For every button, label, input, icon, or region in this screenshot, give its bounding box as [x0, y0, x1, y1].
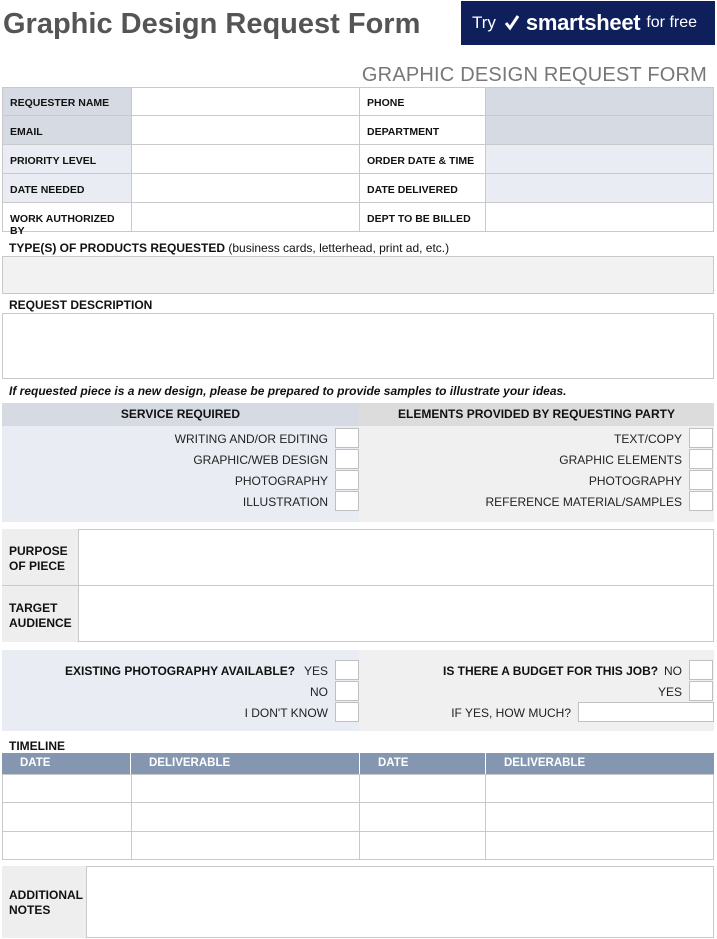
date-needed-label: DATE NEEDED	[10, 184, 85, 196]
photography-no-checkbox[interactable]	[335, 681, 359, 701]
work-authorized-label: WORK AUTHORIZED BY	[10, 213, 115, 237]
info-grid	[2, 87, 714, 237]
timeline-cell[interactable]	[131, 802, 360, 832]
photography-no-label: NO	[310, 685, 328, 699]
dept-billed-label: DEPT TO BE BILLED	[367, 213, 471, 225]
service-photography-label: PHOTOGRAPHY	[234, 474, 328, 488]
service-writing-checkbox[interactable]	[335, 428, 359, 448]
request-description-label: REQUEST DESCRIPTION	[9, 298, 153, 312]
service-illustration-checkbox[interactable]	[335, 491, 359, 511]
order-date-field[interactable]	[485, 144, 714, 174]
elements-text-checkbox[interactable]	[689, 428, 713, 448]
form-heading: GRAPHIC DESIGN REQUEST FORM	[361, 64, 707, 86]
date-needed-field[interactable]	[131, 173, 360, 203]
photography-yes-label: YES	[303, 664, 328, 678]
budget-no-checkbox[interactable]	[689, 660, 713, 680]
work-authorized-field[interactable]	[131, 202, 360, 232]
elements-photography-checkbox[interactable]	[689, 470, 713, 490]
priority-level-label: PRIORITY LEVEL	[10, 155, 97, 167]
notes-field[interactable]	[88, 867, 713, 937]
checkmark-logo-icon	[504, 14, 520, 32]
purpose-field[interactable]	[80, 530, 713, 585]
timeline-cell[interactable]	[359, 831, 486, 860]
timeline-date-header-2: DATE	[360, 753, 485, 774]
email-label-cell	[2, 115, 132, 145]
banner-brand: smartsheet	[525, 10, 641, 35]
date-delivered-label: DATE DELIVERED	[367, 184, 458, 196]
service-illustration-label: ILLUSTRATION	[242, 495, 328, 509]
timeline-cell[interactable]	[485, 774, 714, 803]
priority-level-field[interactable]	[131, 144, 360, 174]
timeline-cell[interactable]	[2, 774, 132, 803]
requester-name-label-cell	[2, 87, 132, 116]
department-label: DEPARTMENT	[367, 126, 440, 138]
products-label: TYPE(S) OF PRODUCTS REQUESTED	[9, 241, 226, 255]
order-date-label: ORDER DATE & TIME	[367, 155, 475, 167]
photography-yes-checkbox[interactable]	[335, 660, 359, 680]
products-hint: (business cards, letterhead, print ad, etc.)	[225, 241, 450, 255]
new-design-note: If requested piece is a new design, please be prepared to provide samples to illustrate your ideas.	[9, 384, 567, 398]
service-header: SERVICE REQUIRED	[2, 403, 359, 426]
audience-label	[9, 601, 72, 631]
budget-yes-checkbox[interactable]	[689, 681, 713, 701]
products-heading	[9, 241, 449, 255]
purpose-label-line1: PURPOSE	[9, 544, 68, 558]
elements-photography-label: PHOTOGRAPHY	[588, 474, 682, 488]
elements-graphic-checkbox[interactable]	[689, 449, 713, 469]
banner-free: for free	[646, 14, 698, 31]
service-design-checkbox[interactable]	[335, 449, 359, 469]
order-date-label-cell	[359, 144, 486, 174]
elements-header: ELEMENTS PROVIDED BY REQUESTING PARTY	[359, 403, 714, 426]
timeline-cell[interactable]	[131, 831, 360, 860]
date-delivered-field[interactable]	[485, 173, 714, 203]
elements-text-label: TEXT/COPY	[613, 432, 682, 446]
department-label-cell	[359, 115, 486, 145]
audience-label-line2: AUDIENCE	[9, 616, 72, 630]
phone-label: PHONE	[367, 97, 405, 109]
products-field[interactable]	[2, 256, 714, 294]
requester-name-field[interactable]	[131, 87, 360, 116]
notes-label-line2: NOTES	[9, 903, 51, 917]
requester-name-label: REQUESTER NAME	[10, 97, 110, 109]
timeline-cell[interactable]	[485, 802, 714, 832]
notes-label-line1: ADDITIONAL	[9, 888, 83, 902]
request-description-field[interactable]	[2, 313, 714, 379]
priority-level-label-cell	[2, 144, 132, 174]
notes-label	[9, 888, 83, 918]
banner-try: Try	[472, 13, 496, 32]
date-delivered-label-cell	[359, 173, 486, 203]
elements-reference-label: REFERENCE MATERIAL/SAMPLES	[485, 495, 682, 509]
email-label: EMAIL	[10, 126, 43, 138]
phone-label-cell	[359, 87, 486, 116]
purpose-label-line2: OF PIECE	[9, 559, 66, 573]
timeline-label: TIMELINE	[9, 739, 65, 753]
photography-question: EXISTING PHOTOGRAPHY AVAILABLE?	[65, 664, 296, 678]
timeline-cell[interactable]	[131, 774, 360, 803]
timeline-deliverable-header-2: DELIVERABLE	[486, 753, 714, 774]
timeline-deliverable-header-1: DELIVERABLE	[131, 753, 359, 774]
timeline-cell[interactable]	[359, 774, 486, 803]
budget-how-much-label: IF YES, HOW MUCH?	[451, 706, 571, 720]
budget-yes-label: YES	[657, 685, 682, 699]
phone-field[interactable]	[485, 87, 714, 116]
audience-field[interactable]	[80, 586, 713, 641]
timeline-date-header-1: DATE	[2, 753, 130, 774]
budget-no-label: NO	[664, 664, 682, 678]
dept-billed-label-cell	[359, 202, 486, 232]
photography-unknown-checkbox[interactable]	[335, 702, 359, 722]
date-needed-label-cell	[2, 173, 132, 203]
budget-question: IS THERE A BUDGET FOR THIS JOB?	[443, 664, 659, 678]
purpose-label	[9, 544, 68, 574]
elements-graphic-label: GRAPHIC ELEMENTS	[559, 453, 682, 467]
page-title: Graphic Design Request Form	[3, 8, 421, 40]
service-design-label: GRAPHIC/WEB DESIGN	[193, 453, 328, 467]
smartsheet-banner[interactable]	[461, 1, 715, 45]
budget-amount-field[interactable]	[578, 702, 714, 722]
department-field[interactable]	[485, 115, 714, 145]
timeline-cell[interactable]	[2, 802, 132, 832]
service-photography-checkbox[interactable]	[335, 470, 359, 490]
elements-reference-checkbox[interactable]	[689, 491, 713, 511]
timeline-cell[interactable]	[2, 831, 132, 860]
work-authorized-label-cell	[2, 202, 132, 237]
timeline-cell[interactable]	[485, 831, 714, 860]
service-writing-label: WRITING AND/OR EDITING	[174, 432, 328, 446]
timeline-grid	[2, 774, 714, 860]
email-field[interactable]	[131, 115, 360, 145]
timeline-cell[interactable]	[359, 802, 486, 832]
photography-unknown-label: I DON'T KNOW	[244, 706, 328, 720]
dept-billed-field[interactable]	[485, 202, 714, 232]
audience-label-line1: TARGET	[9, 601, 58, 615]
